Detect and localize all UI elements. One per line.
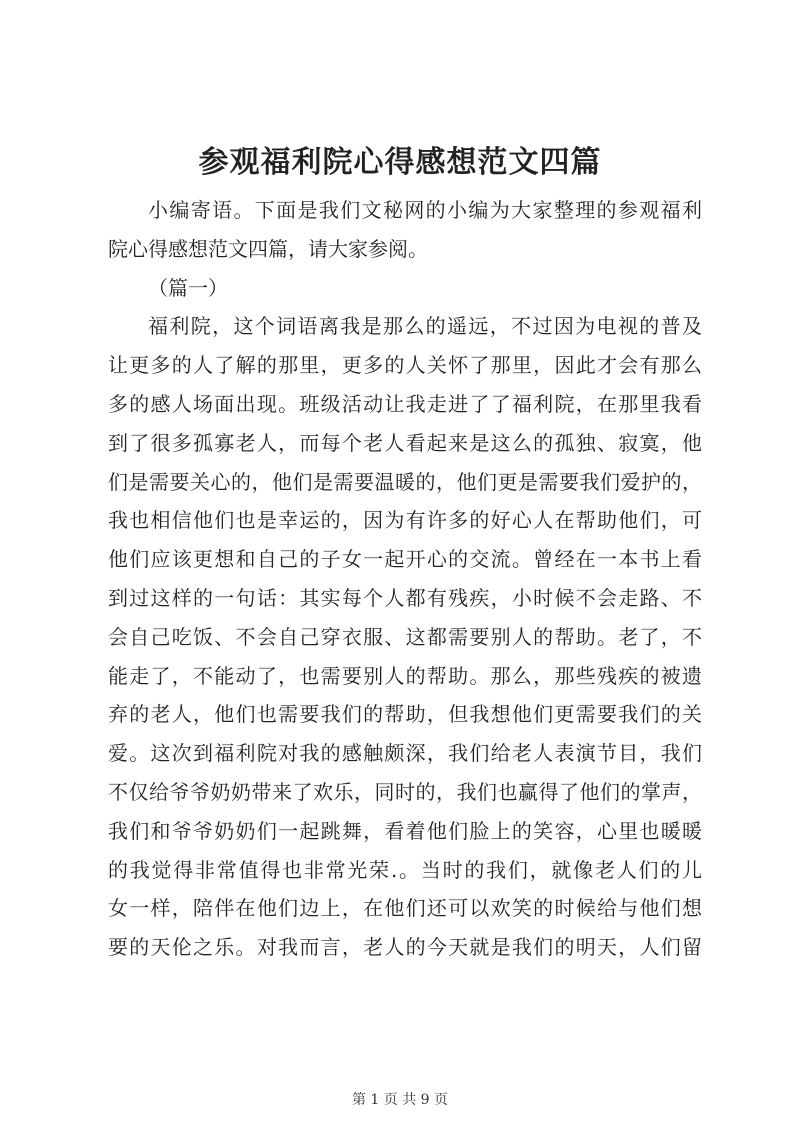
document-title: 参观福利院心得感想范文四篇 xyxy=(198,145,602,180)
paragraph-line: 我也相信他们也是幸运的，因为有许多的好心人在帮助他们，可 xyxy=(108,508,702,533)
paragraph-line: 弃的老人，他们也需要我们的帮助，但我想他们更需要我们的关 xyxy=(108,702,702,727)
page-footer: 第 1 页 共 9 页 xyxy=(351,1092,449,1108)
paragraph-line: 福利院，这个词语离我是那么的遥远，不过因为电视的普及 xyxy=(148,314,702,339)
document-body xyxy=(108,191,702,967)
paragraph-line: 不仅给爷爷奶奶带来了欢乐，同时的，我们也赢得了他们的掌声， xyxy=(108,779,702,804)
paragraph-line: 能走了，不能动了，也需要别人的帮助。那么，那些残疾的被遗 xyxy=(108,663,702,688)
paragraph-line: 他们应该更想和自己的子女一起开心的交流。曾经在一本书上看 xyxy=(108,547,702,572)
paragraph-line: 到了很多孤寡老人，而每个老人看起来是这么的孤独、寂寞，他 xyxy=(108,430,702,455)
paragraph-line: 会自己吃饭、不会自己穿衣服、这都需要别人的帮助。老了，不 xyxy=(108,624,702,649)
paragraph-line: 的我觉得非常值得也非常光荣.。当时的我们，就像老人们的儿 xyxy=(108,857,702,882)
paragraph-line: 爱。这次到福利院对我的感触颇深，我们给老人表演节目，我们 xyxy=(108,741,702,766)
paragraph-line: 女一样，陪伴在他们边上，在他们还可以欢笑的时候给与他们想 xyxy=(108,896,702,921)
paragraph-line: 要的天伦之乐。对我而言，老人的今天就是我们的明天，人们留 xyxy=(108,935,702,960)
paragraph-line: 让更多的人了解的那里，更多的人关怀了那里，因此才会有那么 xyxy=(108,353,702,378)
paragraph-line: 们是需要关心的，他们是需要温暖的，他们更是需要我们爱护的， xyxy=(108,469,702,494)
section-heading: （篇一） xyxy=(148,275,228,300)
paragraph-line: 多的感人场面出现。班级活动让我走进了了福利院，在那里我看 xyxy=(108,391,702,416)
paragraph-line: 我们和爷爷奶奶们一起跳舞，看着他们脸上的笑容，心里也暖暖 xyxy=(108,818,702,843)
paragraph-line: 到过这样的一句话：其实每个人都有残疾，小时候不会走路、不 xyxy=(108,585,702,610)
paragraph-line: 小编寄语。下面是我们文秘网的小编为大家整理的参观福利 xyxy=(148,198,702,222)
paragraph-line: 院心得感想范文四篇，请大家参阅。 xyxy=(108,236,428,261)
